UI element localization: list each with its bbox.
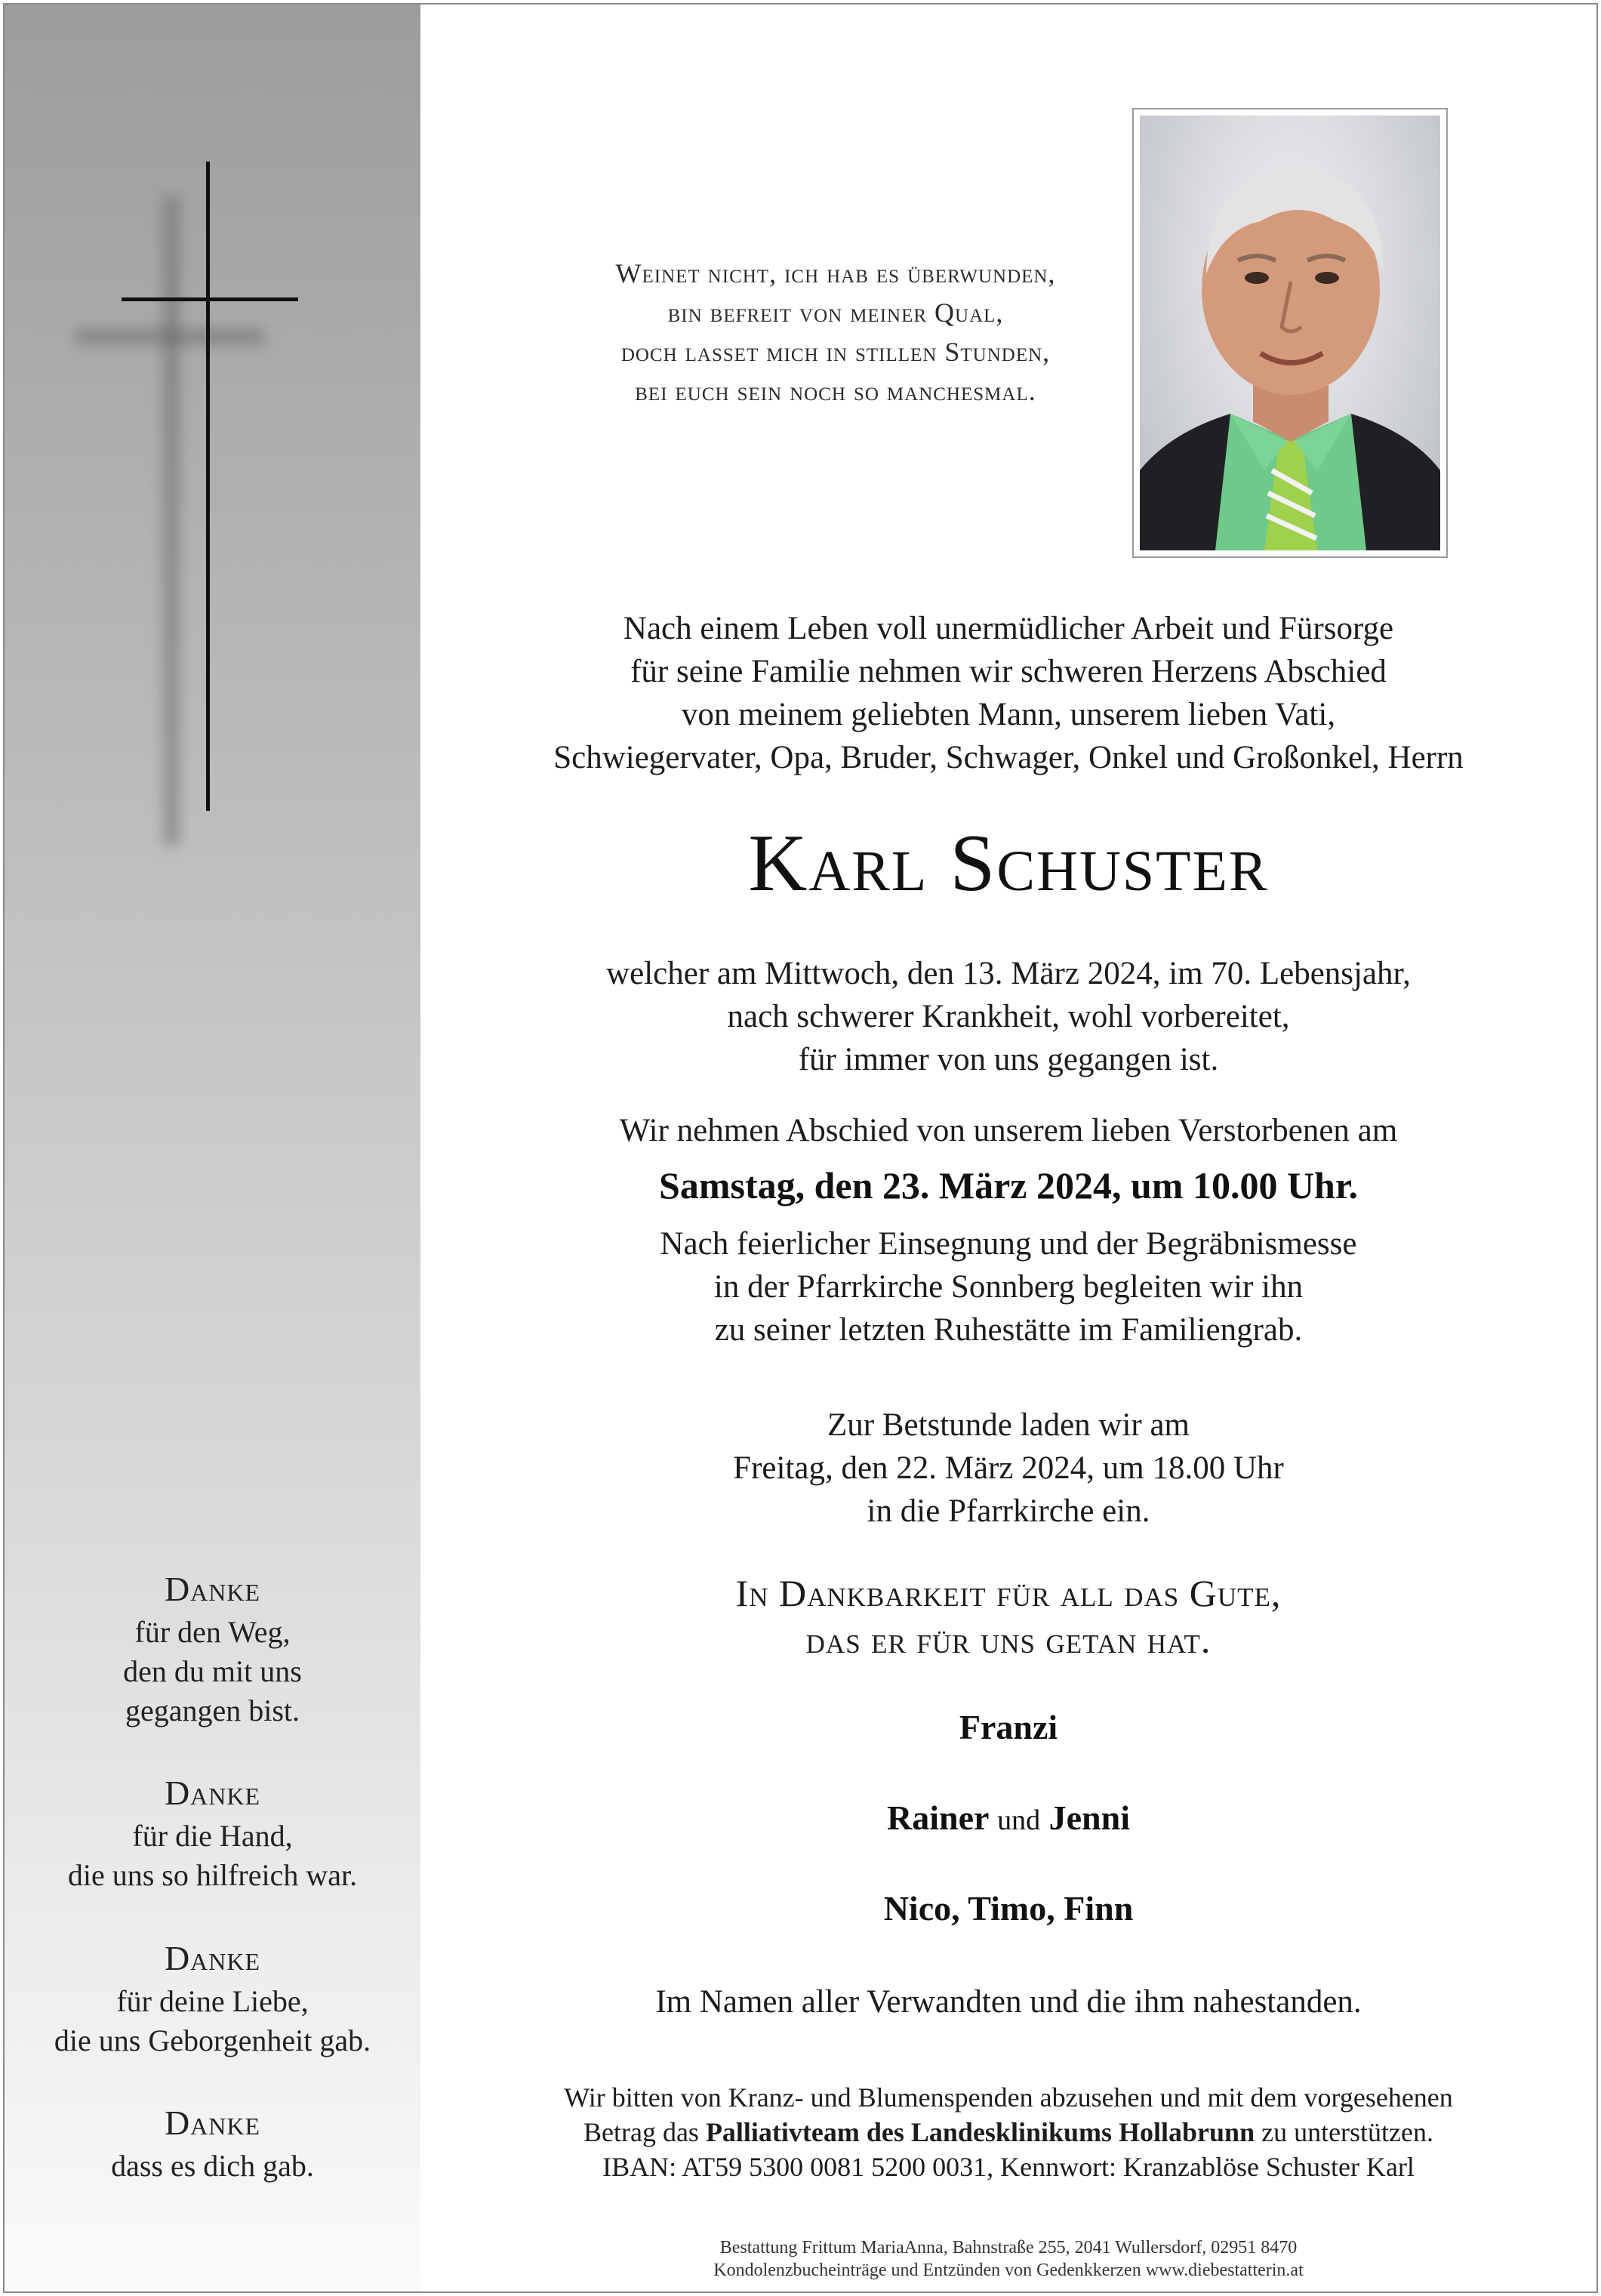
footer-undertaker: Bestattung Frittum MariaAnna, Bahnstraße 255, 2041 Wullersdorf, 02951 8470 — [719, 2238, 1298, 2257]
danke-line: gegangen bist. — [125, 1693, 300, 1727]
prayer-line: in die Pfarrkirche ein. — [867, 1493, 1150, 1529]
verse-line: bei euch sein noch so manchesmal. — [635, 376, 1036, 406]
signer-conjunction: und — [997, 1804, 1041, 1836]
death-notice — [420, 952, 1596, 1081]
danke-block-4 — [5, 2100, 420, 2186]
intro-text — [420, 607, 1596, 779]
signer-grandchildren: Nico, Timo, Finn — [883, 1889, 1134, 1928]
cross-shadow — [163, 196, 180, 846]
funeral-details — [420, 1222, 1596, 1351]
gratitude-line: In Dankbarkeit für all das Gute, — [735, 1572, 1282, 1614]
donation-text: Betrag das — [583, 2117, 699, 2147]
funeral-announcement: Wir nehmen Abschied von unserem lieben Verstorbenen am — [619, 1113, 1398, 1148]
danke-heading: Danke — [164, 1774, 261, 1812]
signer-spouse: Franzi — [959, 1708, 1058, 1746]
intro-line: Schwiegervater, Opa, Bruder, Schwager, Onkel und Großonkel, Herrn — [553, 740, 1464, 775]
signer-children — [420, 1795, 1596, 1843]
relatives-line: Im Namen aller Verwandten und die ihm nahestanden. — [655, 1984, 1362, 2020]
main-content — [420, 5, 1596, 2291]
donation-text: zu unterstützen. — [1261, 2117, 1434, 2147]
death-line: nach schwerer Krankheit, wohl vorbereitet, — [727, 999, 1290, 1034]
danke-line: für die Hand, — [132, 1819, 293, 1853]
donation-request — [420, 2080, 1596, 2184]
donation-line: Wir bitten von Kranz- und Blumenspenden abzusehen und mit dem vorgesehenen — [564, 2082, 1453, 2113]
funeral-line: in der Pfarrkirche Sonnberg begleiten wir ihn — [713, 1269, 1304, 1305]
danke-line: den du mit uns — [123, 1654, 302, 1688]
danke-line: die uns Geborgenheit gab. — [54, 2023, 371, 2057]
signer-name: Rainer — [887, 1798, 989, 1837]
verse-line: bin befreit von meiner Qual, — [667, 297, 1004, 328]
cross-icon — [206, 162, 210, 811]
donation-beneficiary: Palliativteam des Landesklinikums Hollabrunn — [705, 2117, 1255, 2147]
verse-line: Weinet nicht, ich hab es überwunden, — [615, 258, 1056, 288]
cross-shadow-bar — [75, 329, 264, 344]
intro-line: von meinem geliebten Mann, unserem lieben Vati, — [681, 697, 1336, 732]
donation-line — [420, 2115, 1596, 2150]
signer-name: Jenni — [1048, 1798, 1130, 1837]
donation-iban: IBAN: AT59 5300 0081 5200 0031, Kennwort: Kranzablöse Schuster Karl — [602, 2152, 1415, 2182]
portrait-illustration — [1140, 116, 1440, 550]
prayer-line: Zur Betstunde laden wir am — [827, 1407, 1190, 1443]
danke-line: für deine Liebe, — [116, 1984, 309, 2018]
danke-line: die uns so hilfreich war. — [67, 1858, 358, 1892]
prayer-invitation — [420, 1404, 1596, 1533]
danke-block-1 — [5, 1566, 420, 1730]
funeral-date: Samstag, den 23. März 2024, um 10.00 Uhr. — [659, 1164, 1358, 1207]
intro-line: Nach einem Leben voll unermüdlicher Arbeit und Fürsorge — [623, 611, 1394, 646]
prayer-line: Freitag, den 22. März 2024, um 18.00 Uhr — [733, 1450, 1284, 1486]
danke-block-2 — [5, 1770, 420, 1895]
danke-block-3 — [5, 1935, 420, 2060]
verse-line: doch lasset mich in stillen Stunden, — [620, 337, 1051, 367]
danke-heading: Danke — [164, 2103, 261, 2142]
death-line: für immer von uns gegangen ist. — [798, 1042, 1219, 1077]
funeral-line: zu seiner letzten Ruhestätte im Familiengrab. — [714, 1312, 1303, 1348]
gratitude-text — [420, 1570, 1596, 1663]
verse — [526, 254, 1145, 411]
deceased-name: Karl Schuster — [748, 818, 1269, 908]
danke-heading: Danke — [164, 1570, 261, 1608]
portrait-frame — [1132, 108, 1448, 558]
footer — [420, 2236, 1596, 2282]
cross-icon-bar — [122, 297, 298, 301]
footer-website: Kondolenzbucheinträge und Entzünden von Gedenkkerzen www.diebestatterin.at — [713, 2261, 1304, 2280]
gratitude-line: das er für uns getan hat. — [805, 1619, 1212, 1661]
death-line: welcher am Mittwoch, den 13. März 2024, im 70. Lebensjahr, — [606, 956, 1411, 991]
funeral-line: Nach feierlicher Einsegnung und der Begräbnismesse — [660, 1226, 1357, 1262]
portrait-photo — [1140, 116, 1440, 550]
danke-line: dass es dich gab. — [111, 2149, 314, 2183]
danke-line: für den Weg, — [134, 1615, 291, 1649]
danke-heading: Danke — [164, 1939, 261, 1977]
intro-line: für seine Familie nehmen wir schweren Herzens Abschied — [630, 654, 1387, 689]
